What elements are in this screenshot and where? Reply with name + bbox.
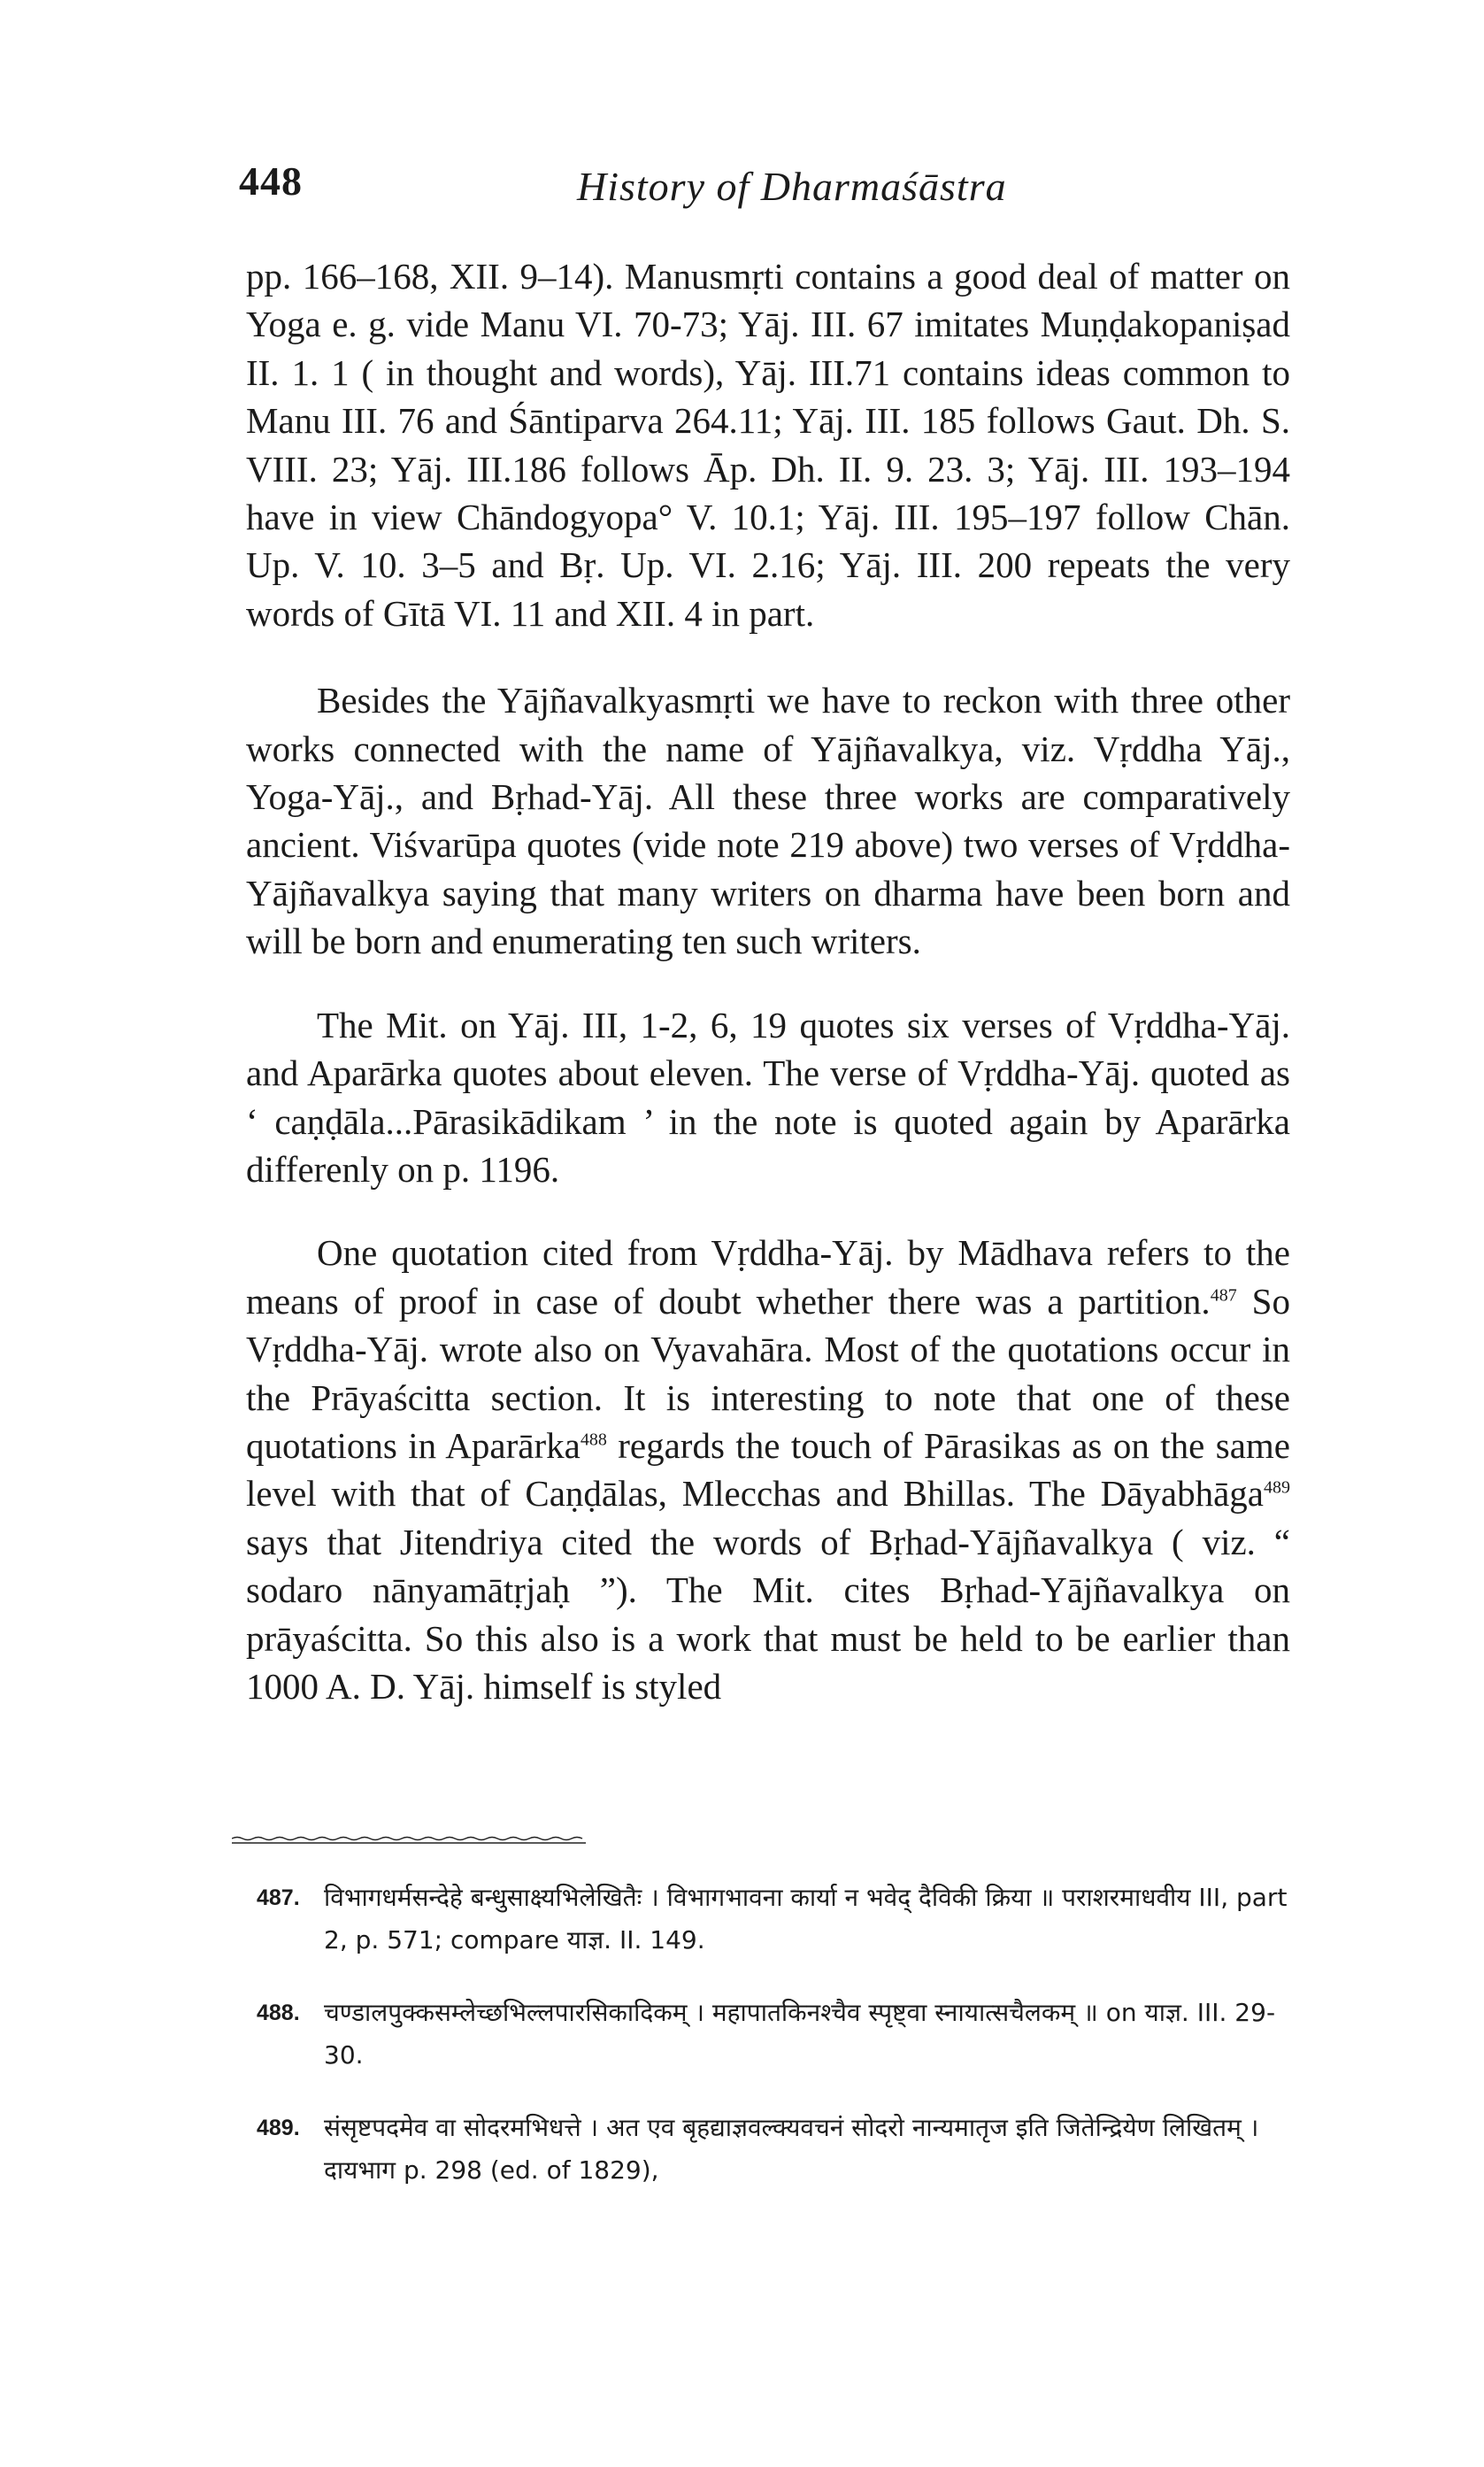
footnote-487 [257, 1877, 1292, 1962]
footnote-ref-487[interactable]: 487 [1210, 1285, 1237, 1306]
footnote-number: 488. [257, 2001, 300, 2025]
paragraph-segment: regards the touch of Pārasikas as on the same level with that of Caṇḍālas, Mlecchas and Bhillas. The Dāyabhāga [246, 1424, 1291, 1515]
main-text [246, 252, 1290, 1746]
paragraph-segment: So Vṛddha-Yāj. wrote also on Vyavahāra. Most of the quotations occur in the Prāyaścitta section. It is interesting to note that one of these quotations in Aparārka [246, 1280, 1290, 1466]
page-number: 448 [239, 158, 303, 204]
running-title: History of Dharmaśāstra [577, 164, 1007, 209]
footnote-ref-488[interactable]: 488 [580, 1430, 607, 1450]
paragraph-mit-quotes: The Mit. on Yāj. III, 1-2, 6, 19 quotes six verses of Vṛddha-Yāj. and Aparārka quotes about eleven. The verse of Vṛddha-Yāj. quoted as ‘ caṇḍāla...Pārasikādikam ’ in the note is quoted again by Aparārka differenly on p. 1196. [246, 1004, 1290, 1190]
footnote-488 [257, 1992, 1292, 2077]
paragraph-three-works: Besides the Yājñavalkyasmṛti we have to reckon with three other works connected with the name of Yājñavalkya, viz. Vṛddha Yāj., Yoga-Yāj., and Bṛhad-Yāj. All these three works are comparatively ancient. Viśvarūpa quotes (vide note 219 above) two verses of Vṛddha-Yājñavalkya saying that many writers on dharma have been born and will be born and enumerating ten such writers. [246, 680, 1290, 962]
footnote-text: विभागधर्मसन्देहे बन्धुसाक्ष्यभिलेखितैः । विभागभावना कार्या न भवेद् दैविकी क्रिया ॥ पराशरमाधवीय III, part 2, p. 571; compare याज्ञ. II. 149. [324, 1883, 1288, 1954]
footnote-ref-489[interactable]: 489 [1264, 1477, 1290, 1498]
paragraph-segment: One quotation cited from Vṛddha-Yāj. by Mādhava refers to the means of proof in case of doubt whether there was a partition. [246, 1232, 1290, 1322]
paragraph-segment: says that Jitendriya cited the words of Bṛhad-Yājñavalkya ( viz. “ sodaro nānyamātṛjaḥ ”). The Mit. cites Bṛhad-Yājñavalkya on prāyaścitta. So this also is a work that must be held to be earlier than 1000 A. D. Yāj. himself is styled [246, 1521, 1290, 1707]
footnote-text: संसृष्टपदमेव वा सोदरमभिधत्ते । अत एव बृहद्याज्ञवल्क्यवचनं सोदरो नान्यमातृज इति जितेन्द्रियेण लिखितम् । दायभाग p. 298 (ed. of 1829), [324, 2113, 1259, 2185]
footnote-text: चण्डालपुक्कसम्लेच्छभिल्लपारसिकादिकम् । महापातकिनश्चैव स्पृष्ट्वा स्नायात्सचैलकम् ॥ on याज्ञ. III. 29-30. [324, 1998, 1276, 2070]
footnote-489 [257, 2107, 1292, 2192]
footnotes [257, 1877, 1292, 2222]
footnote-number: 487. [257, 1885, 300, 1910]
footnote-number: 489. [257, 2116, 300, 2140]
footnote-separator [232, 1836, 586, 1845]
paragraph-vrddha-yaj [246, 1229, 1290, 1710]
page-header [239, 158, 1301, 211]
paragraph-yoga-references: pp. 166–168, XII. 9–14). Manusmṛti contains a good deal of matter on Yoga e. g. vide Manu VI. 70-73; Yāj. III. 67 imitates Muṇḍakopaniṣad II. 1. 1 ( in thought and words), Yāj. III.71 contains ideas common to Manu III. 76 and Śāntiparva 264.11; Yāj. III. 185 follows Gaut. Dh. S. VIII. 23; Yāj. III.186 follows Āp. Dh. II. 9. 23. 3; Yāj. III. 193–194 have in view Chāndogyopa° V. 10.1; Yāj. III. 195–197 follow Chān. Up. V. 10. 3–5 and Bṛ. Up. VI. 2.16; Yāj. III. 200 repeats the very words of Gītā VI. 11 and XII. 4 in part. [246, 256, 1290, 634]
